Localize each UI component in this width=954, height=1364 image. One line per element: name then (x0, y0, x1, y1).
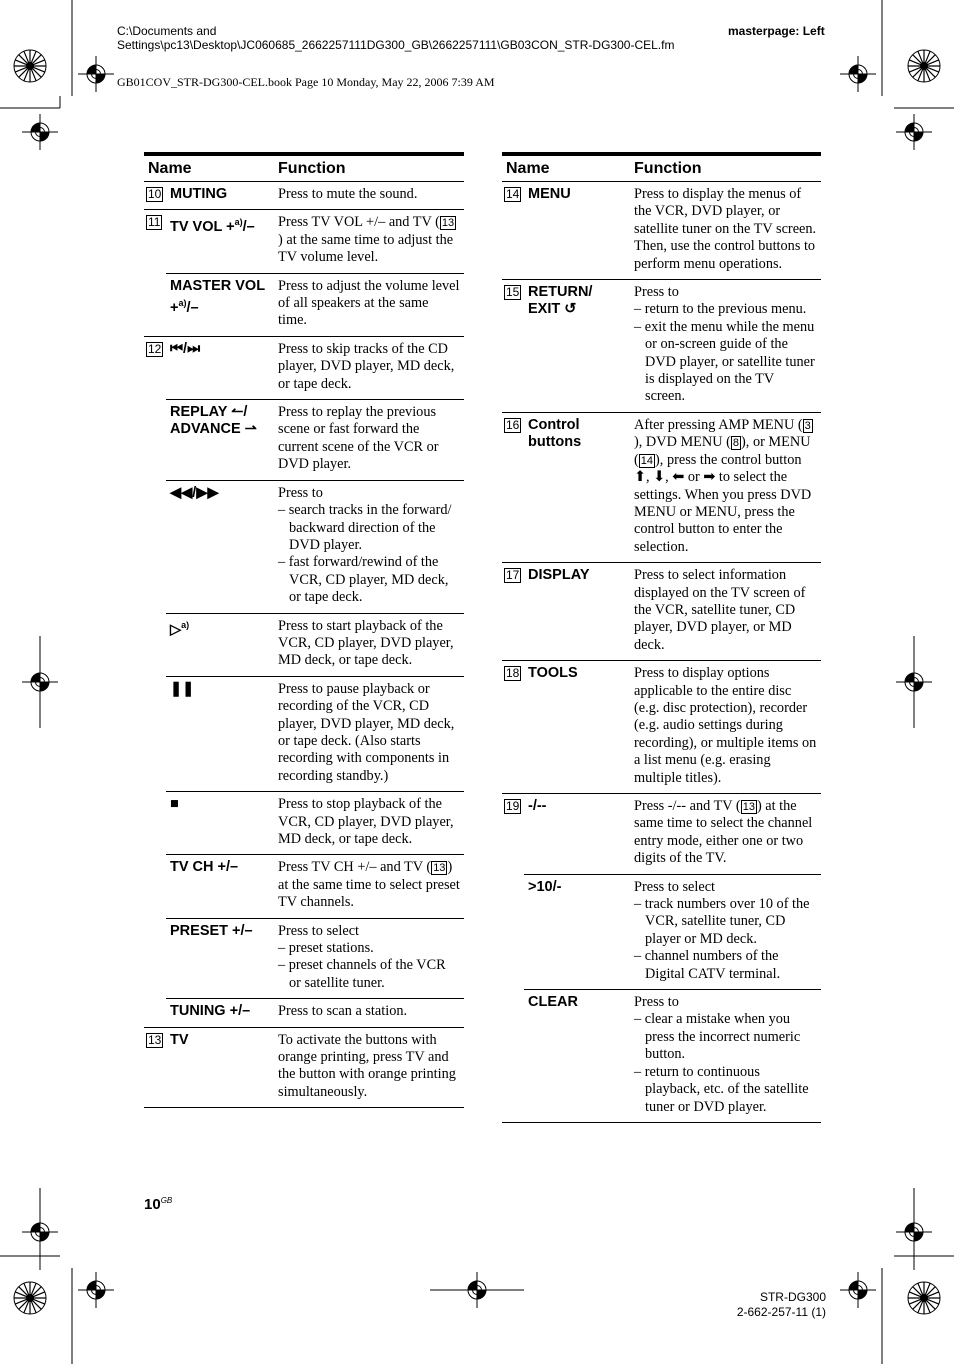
button-name (524, 412, 630, 562)
button-name (524, 661, 630, 794)
button-name-text (170, 341, 200, 357)
button-name (166, 480, 274, 613)
item-number (144, 918, 166, 999)
item-number (144, 792, 166, 855)
function-text: Press to adjust the volume level of all speakers at the same time. (278, 277, 460, 329)
button-name (166, 182, 274, 210)
button-name-text (170, 186, 227, 202)
button-name (166, 676, 274, 791)
button-name-text (170, 485, 219, 501)
button-name-text (170, 219, 255, 235)
table-row (144, 613, 464, 676)
button-name (524, 794, 630, 875)
button-name-suffix: /– (242, 219, 255, 236)
button-name-text (170, 1032, 189, 1048)
book-info-header: GB01COV_STR-DG300-CEL.book Page 10 Monday, May 22, 2006 7:39 AM (117, 75, 495, 89)
page-number-value: 10 (144, 1196, 161, 1213)
function-text: Press to (634, 994, 679, 1011)
button-name-label: ⏮/⏭ (170, 340, 201, 357)
table-row (144, 210, 464, 273)
function-text: Press to scan a station. (278, 1003, 408, 1020)
item-number-badge: 13 (148, 1032, 162, 1047)
item-number (502, 661, 524, 794)
function-description (274, 855, 464, 918)
button-name (166, 999, 274, 1027)
item-number (144, 676, 166, 791)
function-bullet: – return to the previous menu. (634, 301, 807, 318)
button-name-text (528, 567, 590, 583)
button-name-label: -/-- (528, 798, 547, 814)
name-column-header: Name (144, 154, 274, 182)
function-text: Press to start playback of the VCR, CD player, DVD player, MD deck, or tape deck. (278, 617, 454, 669)
table-row (502, 874, 821, 989)
file-path-header: C:\Documents and Settings\pc13\Desktop\JC060685_2662257111DG300_GB\2662257111\GB03CON_STR-DG300-CEL.fm (117, 24, 675, 52)
footnote-marker: a) (234, 217, 243, 228)
item-number (502, 280, 524, 413)
button-name-label: RETURN/ EXIT ↺ (528, 284, 593, 318)
button-name-suffix: /– (186, 299, 199, 316)
button-ref-badge: 13 (433, 862, 446, 875)
button-ref-badge: 3 (804, 419, 811, 432)
button-ref-badge: 13 (742, 801, 755, 813)
item-number (144, 210, 166, 273)
button-name-text (528, 417, 581, 450)
table-row (144, 182, 464, 210)
item-number-badge: 11 (148, 215, 161, 230)
button-name-label: ◀◀/▶▶ (170, 484, 219, 501)
function-description (274, 1027, 464, 1108)
item-number-badge: 10 (148, 187, 162, 201)
function-description (630, 794, 821, 875)
button-name-label: ■ (170, 796, 179, 813)
table-row (502, 990, 821, 1123)
button-name-label: TV (170, 1031, 189, 1048)
function-description (274, 613, 464, 676)
button-name-label: MUTING (170, 186, 228, 202)
item-number (144, 273, 166, 336)
item-number-badge: 14 (506, 187, 520, 201)
function-bullet: – clear a mistake when you press the incorrect numeric button. (634, 1011, 801, 1063)
button-name (166, 210, 274, 273)
button-name (524, 874, 630, 989)
button-name-label: TV VOL + (170, 219, 235, 236)
button-name-text (170, 622, 189, 638)
function-text: Press to display options applicable to the entire disc (e.g. disc protection), recorder (e.g. audio settings during recording), or multiple items on a list menu (e.g. erasing multiple titles). (634, 665, 817, 786)
item-number (144, 480, 166, 613)
item-number (144, 336, 166, 399)
button-name-label: DISPLAY (528, 567, 590, 584)
function-description (630, 990, 821, 1123)
function-text: Press TV CH +/– and TV ( 13 ) at the same time to select preset TV channels. (278, 859, 460, 911)
button-name-text (528, 665, 578, 681)
function-table-left (144, 152, 464, 1108)
button-ref-badge: 13 (441, 217, 455, 230)
button-name-text (170, 923, 253, 939)
function-description (630, 412, 821, 562)
item-number-badge: 16 (506, 417, 520, 432)
button-ref-badge: 8 (732, 437, 740, 450)
function-description (630, 874, 821, 989)
button-name (166, 918, 274, 999)
item-number (144, 999, 166, 1027)
button-name (166, 1027, 274, 1108)
button-name-text (528, 879, 561, 895)
function-text: Press TV VOL +/– and TV ( 13) at the same time to adjust the TV volume level. (278, 214, 455, 266)
function-description (630, 182, 821, 280)
function-description (274, 210, 464, 273)
function-description (630, 661, 821, 794)
button-name-label: PRESET +/– (170, 922, 253, 939)
item-number (144, 613, 166, 676)
button-name (166, 855, 274, 918)
item-number-badge: 17 (506, 568, 520, 583)
button-name-text (528, 798, 547, 814)
button-name-label: CLEAR (528, 994, 578, 1011)
function-description (274, 336, 464, 399)
part-code: 2-662-257-11 (1) (736, 1305, 826, 1319)
table-row (144, 480, 464, 613)
table-row (144, 792, 464, 855)
button-name-text (170, 404, 257, 437)
button-name-text (170, 278, 265, 316)
button-name (524, 280, 630, 413)
model-name: STR-DG300 (759, 1290, 826, 1304)
masterpage-label: masterpage: Left (728, 24, 825, 38)
function-text: Press to select (634, 878, 716, 895)
function-bullet: – preset channels of the VCR or satellite tuner. (278, 957, 446, 991)
item-number (502, 874, 524, 989)
table-row (502, 794, 821, 875)
button-name-text (170, 681, 194, 697)
button-name-label: MENU (528, 186, 571, 202)
function-description (274, 999, 464, 1027)
item-number (144, 400, 166, 481)
footnote-marker: a) (178, 298, 187, 309)
item-number (144, 855, 166, 918)
function-text: Press to mute the sound. (278, 186, 418, 202)
button-name-label: ▷ (170, 622, 182, 639)
button-name-label: TUNING +/– (170, 1003, 251, 1020)
button-name-label: TOOLS (528, 665, 578, 682)
table-row (144, 1027, 464, 1108)
table-row (502, 661, 821, 794)
function-description (274, 400, 464, 481)
item-number (502, 794, 524, 875)
function-text: To activate the buttons with orange printing, press TV and the button with orange printing simultaneously. (278, 1031, 456, 1100)
function-table-right (502, 152, 821, 1123)
function-text: Press to pause playback or recording of the VCR, CD player, DVD player, MD deck, or tape deck. (Also starts recording with components in recording standby.) (278, 680, 455, 784)
name-column-header: Name (502, 154, 630, 182)
table-row (502, 182, 821, 280)
function-column-header: Function (274, 154, 464, 182)
button-name (166, 400, 274, 481)
button-name-label: ❚❚ (170, 680, 195, 697)
page-number-suffix: GB (160, 1196, 173, 1205)
button-name (524, 563, 630, 661)
button-name (166, 273, 274, 336)
function-bullet: – preset stations. (278, 940, 374, 957)
button-name-label: TV CH +/– (170, 859, 239, 876)
button-name-label: Control buttons (528, 416, 582, 451)
function-description (274, 182, 464, 210)
function-text: Press to select information displayed on the TV screen of the VCR, satellite tuner, CD player, DVD player, or MD deck. (634, 567, 806, 653)
table-row (502, 280, 821, 413)
function-description (274, 792, 464, 855)
item-number (144, 1027, 166, 1108)
function-bullet: – track numbers over 10 of the VCR, satellite tuner, CD player or MD deck. (634, 896, 810, 947)
page-number (144, 1196, 172, 1213)
function-text: Press to display the menus of the VCR, DVD player, or satellite tuner on the TV screen. Then, use the control buttons to perform menu operations. (634, 186, 817, 272)
function-description (630, 563, 821, 661)
function-text: Press to stop playback of the VCR, CD player, DVD player, MD deck, or tape deck. (278, 796, 454, 847)
footnote-marker: a) (181, 620, 190, 631)
function-description (274, 918, 464, 999)
button-name-label: MASTER VOL + (170, 277, 265, 316)
item-number (144, 182, 166, 210)
function-description (274, 273, 464, 336)
function-text: After pressing AMP MENU ( 3), DVD MENU ( 8 ), or MENU ( 14 ), press the control button ⬆, ⬇, ⬅ or ➡ to select the settings. When you press DVD MENU or MENU, press the control button to enter the selection. (634, 416, 812, 555)
function-text: Press -/-- and TV ( 13 ) at the same time to select the channel entry mode, either one or two digits of the TV. (634, 798, 813, 867)
table-row (144, 676, 464, 791)
item-number-badge: 15 (506, 285, 520, 300)
table-row (144, 400, 464, 481)
function-description (274, 676, 464, 791)
function-text: Press to (278, 484, 323, 501)
button-name-label: >10/- (528, 878, 562, 895)
item-number-badge: 19 (506, 799, 520, 813)
function-description (274, 480, 464, 613)
item-number (502, 563, 524, 661)
function-text: Press to skip tracks of the CD player, DVD player, MD deck, or tape deck. (278, 340, 455, 392)
function-text: Press to replay the previous scene or fast forward the current scene of the VCR or DVD player. (278, 404, 439, 473)
function-text: Press to select (278, 922, 360, 939)
button-name-text (170, 1003, 250, 1019)
button-name (524, 990, 630, 1123)
table-row (144, 273, 464, 336)
function-description (630, 280, 821, 413)
button-name-text (170, 796, 179, 812)
table-row (144, 855, 464, 918)
model-info (737, 1290, 826, 1320)
function-bullet: – channel numbers of the Digital CATV terminal. (634, 948, 781, 982)
button-ref-badge: 14 (640, 454, 654, 467)
table-row (502, 563, 821, 661)
button-name-text (528, 994, 578, 1010)
item-number (502, 182, 524, 280)
function-column-header: Function (630, 154, 821, 182)
function-bullet: – fast forward/rewind of the VCR, CD player, MD deck, or tape deck. (278, 554, 449, 606)
item-number-badge: 12 (148, 341, 162, 356)
button-name-text (170, 859, 238, 875)
button-name (166, 792, 274, 855)
item-number (502, 412, 524, 562)
button-name (524, 182, 630, 280)
button-name (166, 336, 274, 399)
table-row (144, 918, 464, 999)
function-bullet: – search tracks in the forward/ backward direction of the DVD player. (278, 502, 452, 553)
table-row (144, 999, 464, 1027)
table-row (144, 336, 464, 399)
function-bullet: – exit the menu while the menu or on-screen guide of the DVD player, or satellite tuner is displayed on the TV screen. (634, 318, 815, 405)
button-name-label: REPLAY ↼/ ADVANCE ⇀ (170, 404, 257, 438)
function-text: Press to (634, 284, 679, 301)
function-bullet: – return to continuous playback, etc. of the satellite tuner or DVD player. (634, 1063, 809, 1115)
button-name-text (528, 186, 571, 202)
button-name (166, 613, 274, 676)
item-number-badge: 18 (506, 666, 520, 681)
item-number (502, 990, 524, 1123)
table-row (502, 412, 821, 562)
button-name-text (528, 284, 592, 317)
